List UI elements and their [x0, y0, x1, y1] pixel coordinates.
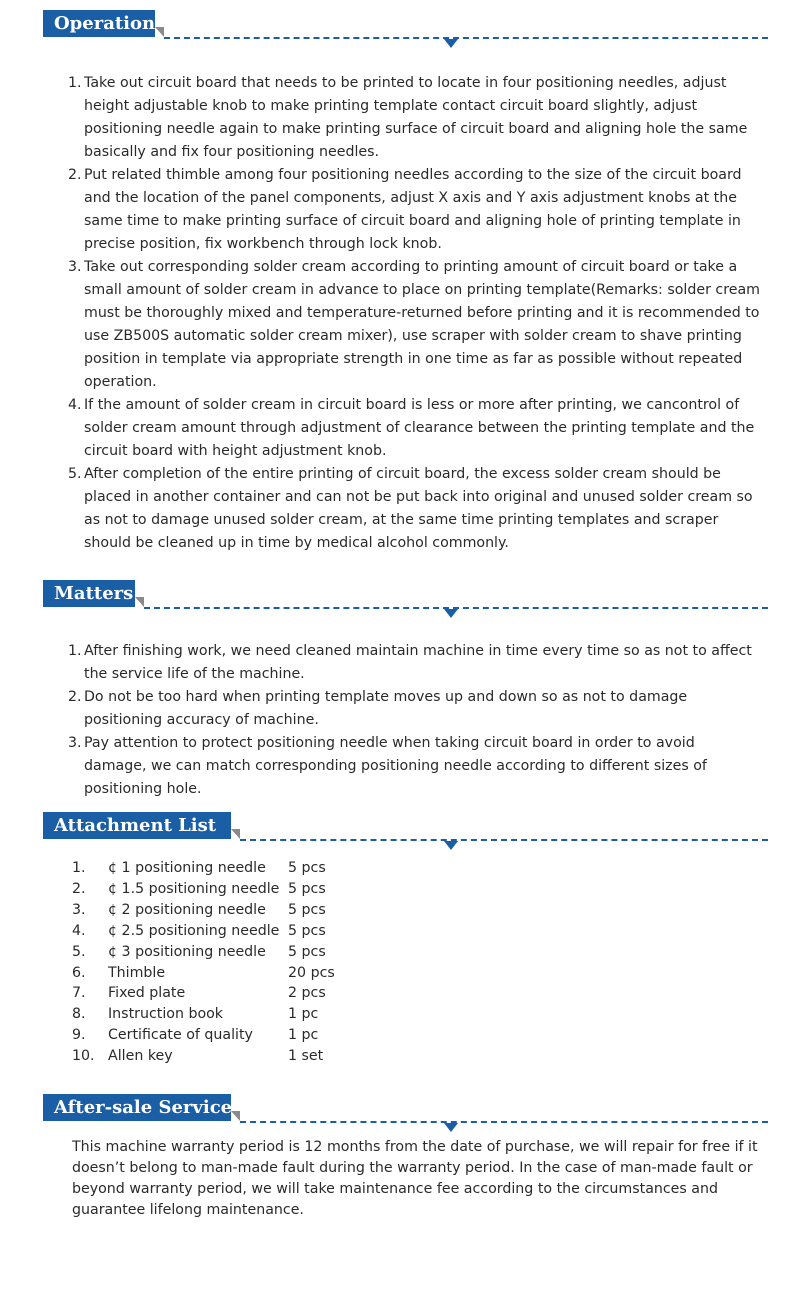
row-number: 4. — [72, 922, 86, 939]
table-row — [72, 963, 335, 984]
item-number: 1. — [68, 643, 82, 659]
section-title: Operation — [43, 10, 155, 37]
operation-step — [68, 463, 760, 555]
table-row — [72, 921, 335, 942]
row-number: 8. — [72, 1006, 86, 1023]
row-number: 5. — [72, 943, 86, 960]
item-quantity: 1 pc — [288, 1006, 319, 1023]
item-text: Pay attention to protect positioning needle when taking circuit board in order to avoid damage, we can match corresponding positioning needle according to different sizes of positioning hole. — [84, 735, 707, 797]
item-name: Instruction book — [108, 1006, 224, 1023]
item-quantity: 2 pcs — [288, 985, 326, 1002]
row-number: 7. — [72, 985, 86, 1002]
service-header — [43, 1094, 768, 1124]
item-text: Take out corresponding solder cream according to printing amount of circuit board or take a small amount of solder cream in advance to place on printing template(Remarks: solder cream must be thoroughly mixed and temperature-returned before printing and it is recommended to use ZB500S automatic solder cream mixer), use scraper with solder cream to shave printing position in template via appropriate strength in one time as far as possible without repeated operation. — [84, 259, 760, 390]
row-number: 9. — [72, 1027, 86, 1044]
table-row — [72, 1025, 335, 1046]
item-number: 3. — [68, 735, 82, 751]
matters-item — [68, 732, 760, 801]
section-title: Attachment List — [43, 812, 231, 839]
operation-step — [68, 72, 760, 164]
table-row — [72, 942, 335, 963]
dashed-divider — [240, 1121, 768, 1123]
item-quantity: 1 set — [288, 1048, 324, 1065]
table-row — [72, 1046, 335, 1067]
section-title: Matters — [43, 580, 135, 607]
tab-corner-mark — [135, 597, 144, 607]
item-name: ¢ 3 positioning needle — [108, 943, 266, 960]
operation-step — [68, 394, 760, 463]
item-text: After finishing work, we need cleaned maintain machine in time every time so as not to affect the service life of the machine. — [84, 643, 752, 682]
item-number: 4. — [68, 397, 82, 413]
row-number: 1. — [72, 860, 86, 876]
table-row — [72, 879, 335, 900]
item-name: ¢ 2.5 positioning needle — [108, 922, 280, 939]
down-pointer-icon — [444, 39, 458, 48]
matters-item — [68, 640, 760, 686]
row-number: 6. — [72, 964, 86, 981]
attachment-table — [72, 858, 335, 1067]
item-text: If the amount of solder cream in circuit board is less or more after printing, we cancontrol of solder cream amount through adjustment of clearance between the printing template and the circuit board with height adjustment knob. — [84, 397, 755, 459]
section-title: After-sale Service — [43, 1094, 231, 1121]
item-quantity: 5 pcs — [288, 901, 326, 918]
item-number: 5. — [68, 466, 82, 482]
tab-corner-mark — [231, 1111, 240, 1121]
matters-list — [68, 640, 760, 801]
down-pointer-icon — [444, 1123, 458, 1132]
item-quantity: 5 pcs — [288, 880, 326, 897]
item-number: 2. — [68, 167, 82, 183]
operation-step — [68, 164, 760, 256]
down-pointer-icon — [444, 841, 458, 850]
operation-step — [68, 256, 760, 394]
table-row — [72, 858, 335, 879]
tab-corner-mark — [155, 27, 164, 37]
item-number: 3. — [68, 259, 82, 275]
item-number: 2. — [68, 689, 82, 705]
item-name: Thimble — [108, 964, 166, 981]
item-name: Certificate of quality — [108, 1027, 253, 1044]
item-quantity: 5 pcs — [288, 860, 326, 876]
item-name: Fixed plate — [108, 985, 186, 1002]
item-text: Do not be too hard when printing template moves up and down so as not to damage positioning accuracy of machine. — [84, 689, 688, 728]
item-number: 1. — [68, 75, 82, 91]
operation-header — [43, 10, 768, 40]
service-text: This machine warranty period is 12 months from the date of purchase, we will repair for free if it doesn’t belong to man-made fault during the warranty period. In the case of man-made fault or beyond warranty period, we will take maintenance fee according to the circumstances and guarantee lifelong maintenance. — [72, 1139, 758, 1218]
item-name: ¢ 1 positioning needle — [108, 860, 266, 876]
item-name: ¢ 2 positioning needle — [108, 901, 266, 918]
row-number: 3. — [72, 901, 86, 918]
table-row — [72, 900, 335, 921]
item-quantity: 1 pc — [288, 1027, 319, 1044]
item-text: Put related thimble among four positioning needles according to the size of the circuit board and the location of the panel components, adjust X axis and Y axis adjustment knobs at the same time to make printing surface of circuit board and aligning hole of printing template in precise position, fix workbench through lock knob. — [84, 167, 742, 252]
row-number: 10. — [72, 1048, 95, 1065]
matters-header — [43, 580, 768, 610]
dashed-divider — [164, 37, 768, 39]
matters-item — [68, 686, 760, 732]
dashed-divider — [240, 839, 768, 841]
item-name: Allen key — [108, 1048, 173, 1065]
down-pointer-icon — [444, 609, 458, 618]
table-row — [72, 983, 335, 1004]
item-text: After completion of the entire printing of circuit board, the excess solder cream should be placed in another container and can not be put back into original and unused solder cream so as not to damage unused solder cream, at the same time printing templates and scraper should be cleaned up in time by medical alcohol commonly. — [84, 466, 753, 551]
operation-steps — [68, 72, 760, 555]
item-quantity: 5 pcs — [288, 943, 326, 960]
attachment-header — [43, 812, 768, 842]
row-number: 2. — [72, 880, 86, 897]
item-quantity: 5 pcs — [288, 922, 326, 939]
table-row — [72, 1004, 335, 1025]
tab-corner-mark — [231, 829, 240, 839]
item-text: Take out circuit board that needs to be printed to locate in four positioning needles, adjust height adjustable knob to make printing template contact circuit board slightly, adjust positioning needle again to make printing surface of circuit board and aligning hole the same basically and fix four positioning needles. — [84, 75, 748, 160]
item-name: ¢ 1.5 positioning needle — [108, 880, 280, 897]
item-quantity: 20 pcs — [288, 964, 335, 981]
